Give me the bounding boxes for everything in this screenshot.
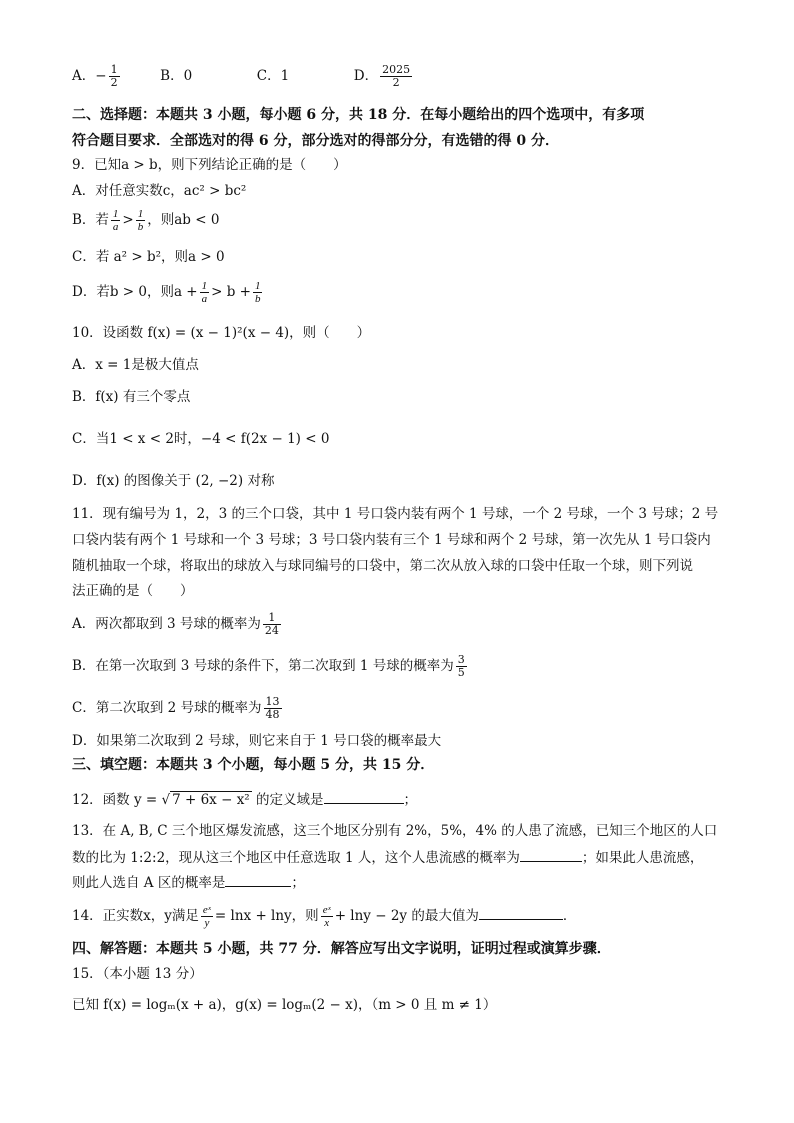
fraction: $\frac{13}{48}$ [265,695,280,721]
fraction: $\frac{1}{24}$ [264,611,279,637]
q8-options [72,64,414,89]
q11-stem-line3: 随机抽取一个球，将取出的球放入与球同编号的口袋中，第二次从放入球的口袋中任取一个球，则下列说 [72,558,693,574]
fraction: $\frac{1}{a}$ [201,280,208,305]
answer-blank [520,848,582,862]
fraction: $\frac{\text{eˣ}}{x}$ [322,904,331,929]
fraction: $\frac{3}{5}$ [457,653,465,679]
q12: 12．函数 y = √ 7 + 6x − x² 的定义域是 ； [72,792,418,808]
answer-blank [324,790,404,804]
q9-option-b: B．若 $\frac{1}{a}$ > $\frac{1}{b}$ ，则ab < 0 [72,208,220,233]
q11-stem-line2: 口袋内装有两个 1 号球和一个 3 号球；3 号口袋内装有三个 1 号球和两个 2 号球，第一次先从 1 号口袋内 [72,532,711,548]
q11-stem-line1: 11．现有编号为 1，2，3 的三个口袋，其中 1 号口袋内装有两个 1 号球，一个 2 号球，一个 3 号球；2 号 [72,506,719,522]
answer-blank [225,873,291,887]
q8-option-d: D． $\frac{2025}{2}$ [353,63,411,89]
q14: 14．正实数x，y满足 $\frac{\text{eˣ}}{y}$ = lnx + lny，则 $\frac{\text{eˣ}}{x}$ + lny − 2y 的最大值为 ． [72,904,577,929]
q9-option-c: C．若 a² > b²，则a > 0 [72,249,225,265]
section2-heading-line1: 二、选择题：本题共 3 小题，每小题 6 分，共 18 分．在每小题给出的四个选项中，有多项 [72,107,645,123]
fraction: $\frac{1}{b}$ [137,208,144,233]
fraction: $\frac{2025}{2}$ [382,63,411,89]
q11-option-b: B．在第一次取到 3 号球的条件下，第二次取到 1 号球的概率为 $\frac{3}{5}$ [72,653,465,679]
q9-option-d: D．若b > 0，则a + $\frac{1}{a}$ > b + $\frac{1}{b}$ [72,280,261,305]
section4-heading: 四、解答题：本题共 5 小题，共 77 分．解答应写出文字说明，证明过程或演算步骤． [72,941,611,957]
fraction: $\frac{\text{eˣ}}{y}$ [202,904,211,929]
q10-option-d: D．f(x) 的图像关于 (2, −2) 对称 [72,473,275,489]
section3-heading: 三、填空题：本题共 3 个小题，每小题 5 分，共 15 分． [72,757,435,773]
q10-option-c: C．当1 < x < 2时，−4 < f(2x − 1) < 0 [72,431,330,447]
fraction: $\frac{1}{a}$ [112,208,119,233]
fraction: $\frac{1}{b}$ [254,280,261,305]
sqrt-symbol: √ [161,792,171,808]
answer-blank [479,906,563,920]
fraction: $\frac{1}{2}$ [110,63,118,89]
q11-option-d: D．如果第二次取到 2 号球，则它来自于 1 号口袋的概率最大 [72,733,442,749]
q11-stem-line4: 法正确的是（ ） [72,583,194,599]
q13-line1: 13．在 A, B, C 三个地区爆发流感，这三个地区分别有 2%，5%，4% 的人患了流感，已知三个地区的人口 [72,823,718,839]
q10-option-b: B．f(x) 有三个零点 [72,389,191,405]
q11-option-a: A．两次都取到 3 号球的概率为 $\frac{1}{24}$ [72,611,279,637]
radicand: 7 + 6x − x² [172,792,250,808]
q13-line2: 数的比为 1:2:2，现从这三个地区中任意选取 1 人，这个人患流感的概率为 ；如果此人患流感， [72,850,704,866]
q9-option-a: A．对任意实数c，ac² > bc² [72,183,247,199]
q10-option-a: A．x = 1是极大值点 [72,357,199,373]
q9-stem: 9．已知a > b，则下列结论正确的是（ ） [72,157,347,173]
q11-option-c: C．第二次取到 2 号球的概率为 $\frac{13}{48}$ [72,695,280,721]
q10-stem: 10．设函数 f(x) = (x − 1)²(x − 4)，则（ ） [72,325,371,341]
q8-option-b: B．0 [160,68,193,84]
section2-heading-line2: 符合题目要求．全部选对的得 6 分，部分选对的得部分分，有选错的得 0 分． [72,133,559,149]
q8-option-c: C．1 [256,68,290,84]
q13-line3: 则此人选自 A 区的概率是 ； [72,875,305,891]
q8-option-a: A．− $\frac{1}{2}$ [72,63,118,89]
q15-header: 15．（本小题 13 分） [72,966,203,982]
q15-stem: 已知 f(x) = logₘ(x + a)，g(x) = logₘ(2 − x)，（m > 0 且 m ≠ 1） [72,997,497,1013]
